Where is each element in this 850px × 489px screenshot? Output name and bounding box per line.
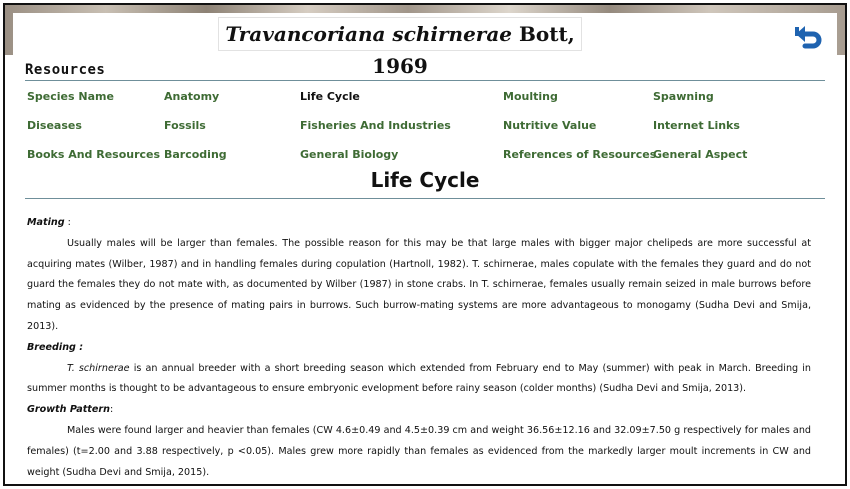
back-arrow-icon: [793, 23, 825, 49]
growth-heading-colon: :: [109, 404, 114, 416]
nav-life-cycle[interactable]: Life Cycle: [300, 90, 360, 103]
nav-nutritive-value[interactable]: Nutritive Value: [503, 119, 597, 132]
resources-heading: Resources: [25, 62, 106, 78]
species-author: Bott, 1969: [372, 22, 575, 78]
nav-anatomy[interactable]: Anatomy: [164, 90, 220, 103]
life-cycle-content: [27, 213, 811, 483]
nav-fisheries-and-industries[interactable]: Fisheries And Industries: [300, 119, 451, 132]
nav-general-biology[interactable]: General Biology: [300, 148, 399, 161]
nav-moulting[interactable]: Moulting: [503, 90, 558, 103]
breeding-heading-line: [27, 338, 811, 359]
species-name: Travancoriana schirnerae: [225, 22, 513, 46]
growth-heading-line: [27, 400, 811, 421]
page-frame: [3, 3, 847, 486]
divider-section: [25, 198, 825, 199]
nav-books-and-resources[interactable]: Books And Resources: [27, 148, 161, 161]
mating-heading: Mating: [27, 217, 65, 228]
nav-references-of-resources[interactable]: References of Resources: [503, 148, 657, 161]
growth-heading: Growth Pattern: [27, 404, 110, 416]
nav-fossils[interactable]: Fossils: [164, 119, 206, 132]
back-button[interactable]: [793, 23, 825, 49]
mating-paragraph: Usually males will be larger than females. The possible reason for this may be that large males with bigger major chelipeds are more successful at acquiring mates (Wilber, 1987) and in handling females during copulation (Hartnoll, 1982). T. schirnerae, males copulate with the females they guard and do not guard the females they do not mate with, as documented by Wilber (1987) in stone crabs. In T. schirnerae, females usually remain seized in male burrows before mating as evidenced by the presence of mating pairs in burrows. Such burrow-mating systems are more advantageous to monogamy (Sudha Devi and Smija, 2013).: [27, 237, 811, 332]
section-title: Life Cycle: [370, 168, 480, 192]
growth-paragraph: Males were found larger and heavier than females (CW 4.6±0.49 and 4.5±0.39 cm and weight 36.56±12.16 and 32.09±7.50 g respectively for males and females) (t=2.00 and 3.88 respectively, p <0.05). Males grew more rapidly than females as evidenced from the markedly larger moult increments in CW and weight (Sudha Devi and Smija, 2015).: [27, 424, 811, 478]
breeding-text: is an annual breeder with a short breeding season which extended from February end to May (summer) with peak in March. Breeding in summer months is thought to be advantageous to ensure embryonic evelopment before rainy season (colder months) (Sudha Devi and Smija, 2013).: [27, 362, 811, 395]
nav-barcoding[interactable]: Barcoding: [164, 148, 227, 161]
nav-species-name[interactable]: Species Name: [27, 90, 114, 103]
nav-spawning[interactable]: Spawning: [653, 90, 714, 103]
mating-heading-line: [27, 213, 811, 234]
nav-internet-links[interactable]: Internet Links: [653, 119, 740, 132]
breeding-heading: Breeding :: [27, 341, 84, 353]
nav-diseases[interactable]: Diseases: [27, 119, 82, 132]
breeding-species: T. schirnerae: [67, 362, 130, 374]
breeding-paragraph: [27, 359, 811, 401]
mating-heading-colon: :: [64, 217, 71, 228]
divider-top: [25, 80, 825, 81]
page-title: [218, 17, 582, 78]
nav-general-aspect[interactable]: General Aspect: [653, 148, 748, 161]
